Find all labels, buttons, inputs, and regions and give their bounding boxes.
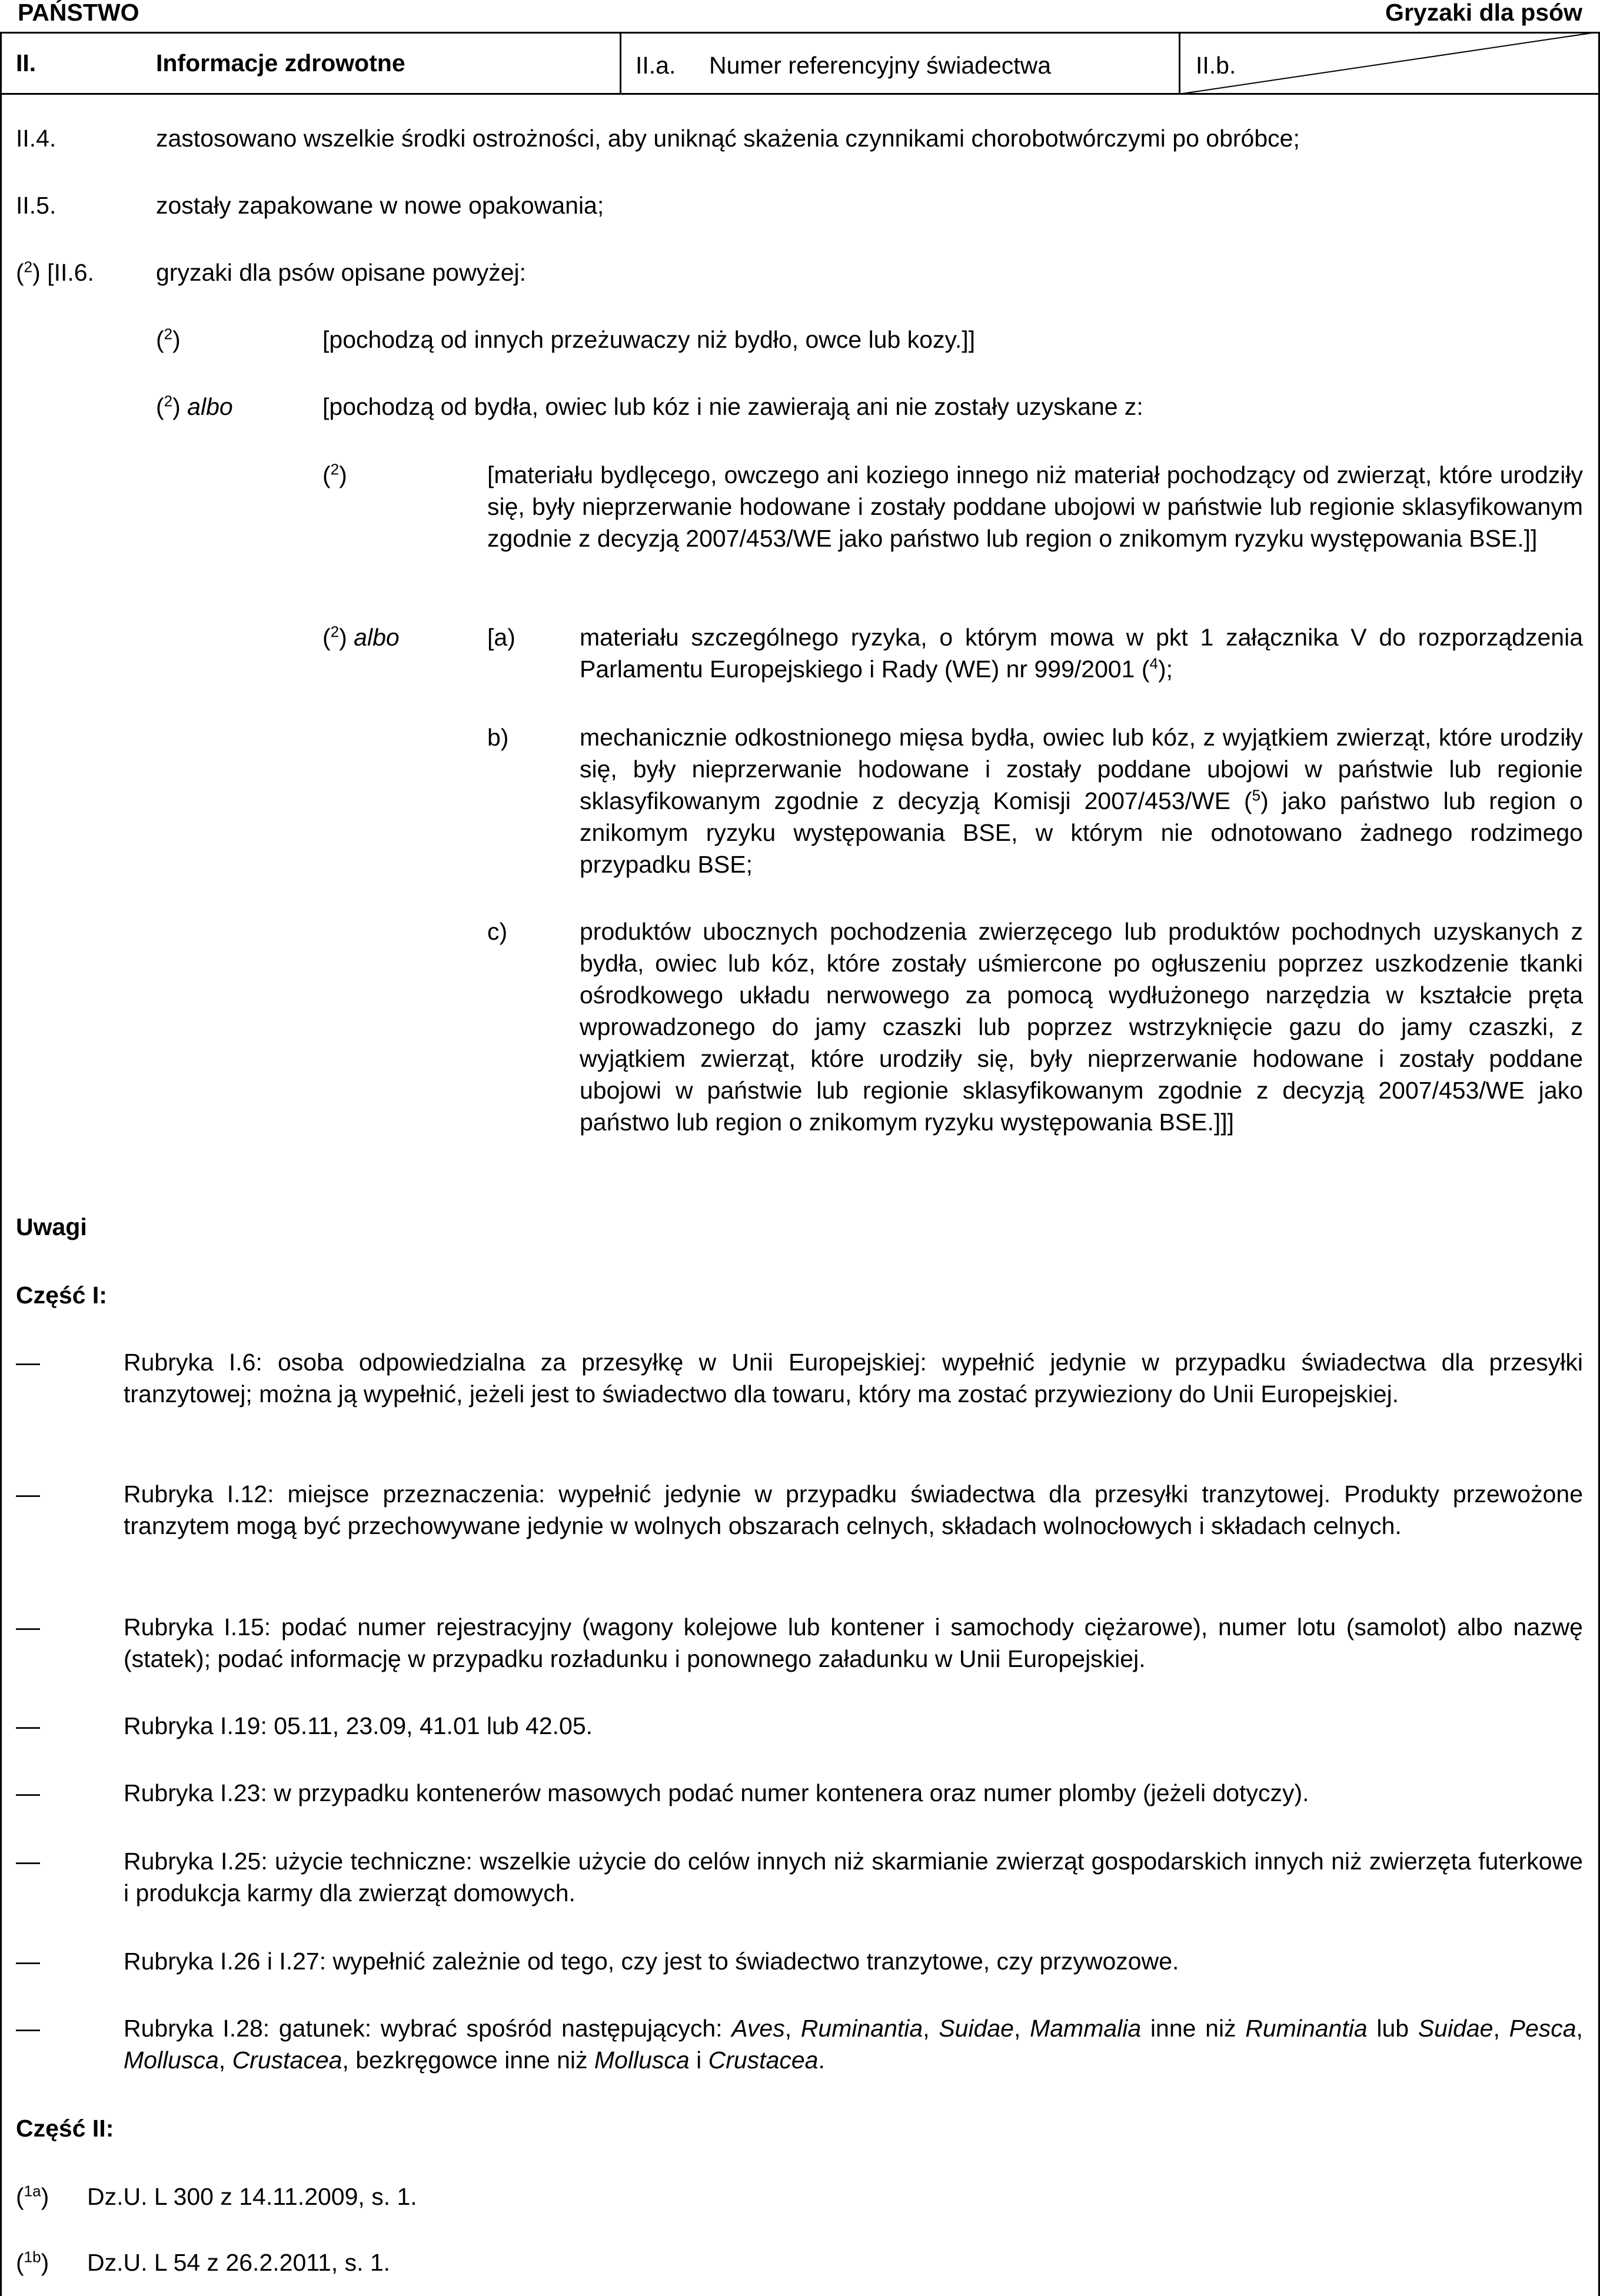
footnote-ref: 1b [24,2248,41,2266]
country-label: PAŃSTWO [18,0,139,26]
footnote-1a-text: Dz.U. L 300 z 14.11.2009, s. 1. [87,2183,417,2210]
dash-marker: — [16,2015,40,2042]
item-text-ii4: zastosowano wszelkie środki ostrożności, aby uniknąć skażenia czynnikami chorobotwórczymi po obróbce; [156,125,1300,152]
dash-marker: — [16,1948,40,1975]
item-number-ii6: ($^2$) [II.6. [16,258,94,286]
dash-marker: — [16,1779,40,1806]
albo-label: albo [187,393,233,420]
notes-title: Uwagi [16,1213,87,1240]
footnote-ref: 2 [164,392,173,410]
item-number-ii5: II.5. [16,192,56,219]
point-b-label: b) [487,724,509,751]
note-rubric-i28: Rubryka I.28: gatunek: wybrać spośród następujących: Aves, Ruminantia, Suidae, Mammalia inne niż Ruminantia lub Suidae, Pesca, Mollusca, Crustacea, bezkręgowce inne niż Mollusca i Crustacea. [124,2015,1583,2074]
footnote-ref: 5 [1252,786,1261,804]
sub-option-2-marker: ($^2$) albo [322,623,400,651]
point-a-text: materiału szczególnego ryzyka, o którym mowa w pkt 1 załącznika V do rozporządzenia Parlamentu Europejskiego i Rady (WE) nr 999/2001 ($^4$); [580,624,1583,683]
option-2-marker: ($^2$) albo [156,392,233,420]
point-c-text: produktów ubocznych pochodzenia zwierzęcego lub produktów pochodnych uzyskanych z bydła, owiec lub kóz, które zostały uśmiercone po ogłuszeniu poprzez uszkodzenie tkanki ośrodkowego układu nerwowego za pomocą wydłużonego narzędzia w kształcie pręta wprowadzonego do jamy czaszki lub poprzez wstrzyknięcie gazu do jamy czaszki, z wyjątkiem zwierząt, które urodziły się, były nieprzerwanie hodowane i zostały poddane ubojowi w państwie lub regionie sklasyfikowanym zgodnie z decyzją 2007/453/WE jako państwo lub region o znikomym ryzyku występowania BSE.]]] [580,918,1583,1136]
note-rubric-i26: Rubryka I.26 i I.27: wypełnić zależnie od tego, czy jest to świadectwo tranzytowe, czy przywozowe. [124,1948,1179,1975]
item-text-ii5: zostały zapakowane w nowe opakowania; [156,192,604,219]
note-rubric-i23: Rubryka I.23: w przypadku kontenerów masowych podać numer kontenera oraz numer plomby (jeżeli dotyczy). [124,1779,1309,1806]
point-c-label: c) [487,918,508,945]
diagonal-strike [1179,32,1600,94]
sub-option-1-text: [materiału bydlęcego, owczego ani koziego innego niż materiał pochodzący od zwierząt, które urodziły się, były nieprzerwanie hodowane i zostały poddane ubojowi w państwie lub regionie sklasyfikowanym zgodnie z decyzją 2007/453/WE jako państwo lub region o znikomym ryzyku występowania BSE.]] [487,461,1583,552]
dash-marker: — [16,1480,40,1508]
footnote-1b-text: Dz.U. L 54 z 26.2.2011, s. 1. [87,2249,391,2276]
sub-option-1-marker: ($^2$) [322,460,347,488]
note-rubric-i19: Rubryka I.19: 05.11, 23.09, 41.01 lub 42.05. [124,1712,593,1739]
section-title: Informacje zdrowotne [156,49,405,76]
iib-label: II.b. [1196,52,1236,79]
footnote-1a-marker: ($^{1a}$) [16,2182,49,2210]
dash-marker: — [16,1349,40,1376]
dash-marker: — [16,1712,40,1739]
note-rubric-i25: Rubryka I.25: użycie techniczne: wszelkie użycie do celów innych niż skarmianie zwierząt gospodarskich innych niż zwierzęta futerkowe i produkcja karmy dla zwierząt domowych. [124,1848,1583,1906]
item-number-ii4: II.4. [16,125,56,152]
footnote-1b-marker: ($^{1b}$) [16,2248,49,2276]
note-rubric-i15: Rubryka I.15: podać numer rejestracyjny (wagony kolejowe lub kontener i samochody ciężarowe), numer lotu (samolot) albo nazwę (statek); podać informację w przypadku rozładunku i ponownego załadunku w Unii Europejskiej. [124,1613,1583,1672]
note-rubric-i12: Rubryka I.12: miejsce przeznaczenia: wypełnić jedynie w przypadku świadectwa dla przesyłki tranzytowej. Produkty przewożone tranzytem mogą być przechowywane jedynie w wolnych obszarach celnych, składach wolnocłowych i składach celnych. [124,1480,1583,1539]
part-2-title: Część II: [16,2115,114,2142]
albo-label: albo [354,624,400,651]
note-rubric-i6: Rubryka I.6: osoba odpowiedzialna za przesyłkę w Unii Europejskiej: wypełnić jedynie w przypadku świadectwa dla przesyłki tranzytowej; można ją wypełnić, jeżeli jest to świadectwo dla towaru, który ma zostać przywieziony do Unii Europejskiej. [124,1349,1583,1407]
item-number-ii6-label: [II.6. [47,259,94,286]
point-b-text: mechanicznie odkostnionego mięsa bydła, owiec lub kóz, z wyjątkiem zwierząt, które urodziły się, były nieprzerwanie hodowane i zostały poddane ubojowi w państwie lub regionie sklasyfikowanym zgodnie z decyzją Komisji 2007/453/WE ($^5$) jako państwo lub region o znikomym ryzyku występowania BSE, w którym nie odnotowano żadnego rodzimego przypadku BSE; [580,724,1583,878]
section-number: II. [16,49,36,76]
footnote-ref: 1a [24,2182,41,2200]
footnote-ref: 4 [1149,654,1158,673]
document-title: Gryzaki dla psów [1385,0,1582,26]
footnote-ref: 2 [330,460,340,478]
dash-marker: — [16,1848,40,1875]
option-1-text: [pochodzą od innych przeżuwaczy niż bydło, owce lub kozy.]] [322,326,976,353]
part-1-title: Część I: [16,1282,107,1309]
ref-number-title: Numer referencyjny świadectwa [709,52,1052,79]
option-1-marker: ($^2$) [156,325,181,353]
ref-number-label: II.a. [636,52,676,79]
dash-marker: — [16,1613,40,1641]
option-2-text: [pochodzą od bydła, owiec lub kóz i nie zawierają ani nie zostały uzyskane z: [322,393,1143,420]
footnote-ref: 2 [330,623,340,641]
item-text-ii6: gryzaki dla psów opisane powyżej: [156,259,526,286]
footnote-ref: 2 [24,258,33,276]
point-a-label: [a) [487,624,515,651]
footnote-ref: 2 [164,325,173,343]
